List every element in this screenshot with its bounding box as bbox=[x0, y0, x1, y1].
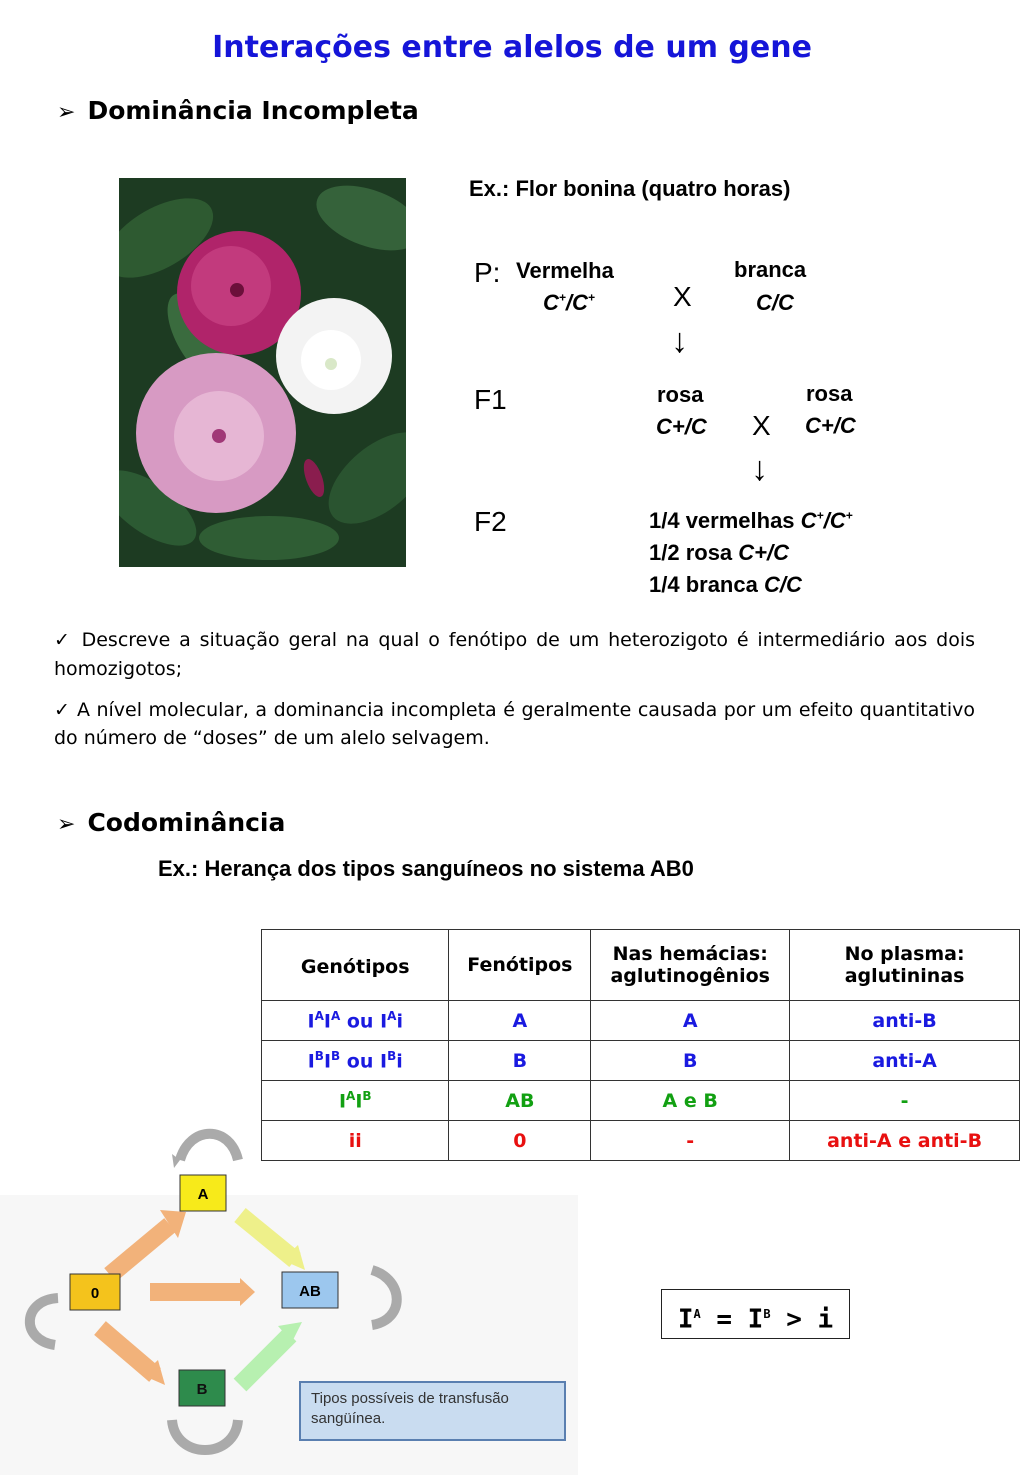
check-icon: ✓ bbox=[54, 629, 82, 651]
genotype-cell: ii bbox=[262, 1121, 449, 1161]
agglutinogen-cell: - bbox=[591, 1121, 790, 1161]
table-row bbox=[262, 1081, 1020, 1121]
bullet-paragraph-2: ✓ A nível molecular, a dominancia incompleta é geralmente causada por um efeito quantitativo do número de “doses” de um alelo selvagem. bbox=[54, 699, 975, 749]
svg-text:A: A bbox=[197, 1186, 209, 1203]
example-label-flower: Ex.: Flor bonina (quatro horas) bbox=[469, 176, 791, 201]
f2-result-1: 1/4 vermelhas C+/C+ bbox=[649, 508, 853, 533]
p-generation-label: P: bbox=[474, 257, 501, 288]
genotype-cell: $I^AI^B$ bbox=[262, 1081, 449, 1121]
diagram-legend: Tipos possíveis de transfusão sangüínea. bbox=[299, 1381, 566, 1441]
agglutinin-cell: anti-B bbox=[790, 1001, 1020, 1041]
f2-generation-label: F2 bbox=[474, 506, 507, 537]
genotype-cell: $I^AI^A$ ou $I^Ai$ bbox=[262, 1001, 449, 1041]
example-label-blood: Ex.: Herança dos tipos sanguíneos no sistema AB0 bbox=[158, 856, 694, 881]
agglutinin-cell: anti-A bbox=[790, 1041, 1020, 1081]
table-header: No plasma: aglutininas bbox=[790, 930, 1020, 1001]
arrow-bullet-icon: ➢ bbox=[57, 812, 76, 837]
f1b-phenotype: rosa bbox=[806, 381, 853, 406]
down-arrow-icon: ↓ bbox=[751, 450, 768, 488]
parent1-phenotype: Vermelha bbox=[516, 258, 614, 283]
f1-generation-label: F1 bbox=[474, 384, 507, 415]
check-icon: ✓ bbox=[54, 699, 77, 721]
cross-symbol-2: X bbox=[752, 410, 771, 441]
svg-text:AB: AB bbox=[299, 1283, 321, 1300]
phenotype-cell: AB bbox=[449, 1081, 591, 1121]
flower-photo bbox=[119, 178, 406, 567]
f1a-phenotype: rosa bbox=[657, 382, 704, 407]
f2-result-3: 1/4 branca C/C bbox=[649, 572, 802, 597]
table-header-row bbox=[262, 930, 1020, 1001]
phenotype-cell: B bbox=[449, 1041, 591, 1081]
table-header: Genótipos bbox=[262, 930, 449, 1001]
agglutinin-cell: - bbox=[790, 1081, 1020, 1121]
section-heading-codominance: ➢ Codominância bbox=[57, 808, 286, 837]
f1b-genotype: C+/C bbox=[805, 413, 856, 438]
arrow-bullet-icon: ➢ bbox=[57, 100, 76, 125]
table-row bbox=[262, 1001, 1020, 1041]
agglutinogen-cell: A e B bbox=[591, 1081, 790, 1121]
svg-text:B: B bbox=[196, 1381, 208, 1398]
agglutinogen-cell: A bbox=[591, 1001, 790, 1041]
genotype-cell: $I^BI^B$ ou $I^Bi$ bbox=[262, 1041, 449, 1081]
agglutinogen-cell: B bbox=[591, 1041, 790, 1081]
phenotype-cell: 0 bbox=[449, 1121, 591, 1161]
parent1-genotype: C+/C+ bbox=[543, 290, 595, 315]
parent2-genotype: C/C bbox=[756, 290, 794, 315]
section-heading-incomplete-dominance: ➢ Dominância Incompleta bbox=[57, 96, 419, 125]
phenotype-cell: A bbox=[449, 1001, 591, 1041]
self-loop-arrow-icon bbox=[180, 1134, 238, 1160]
bullet-paragraph-1: ✓ Descreve a situação geral na qual o fenótipo de um heterozigoto é intermediário aos dois homozigotos; bbox=[54, 629, 975, 680]
svg-text:0: 0 bbox=[90, 1285, 100, 1302]
cross-symbol-1: X bbox=[673, 281, 692, 312]
f2-result-2: 1/2 rosa C+/C bbox=[649, 540, 790, 565]
dominance-formula: $I^A = I^B > i$ bbox=[661, 1289, 850, 1339]
table-header: Fenótipos bbox=[449, 930, 591, 1001]
agglutinin-cell: anti-A e anti-B bbox=[790, 1121, 1020, 1161]
f1a-genotype: C+/C bbox=[656, 414, 707, 439]
table-row bbox=[262, 1041, 1020, 1081]
page-title: Interações entre alelos de um gene bbox=[212, 30, 812, 65]
parent2-phenotype: branca bbox=[734, 257, 807, 282]
table-header: Nas hemácias: aglutinogênios bbox=[591, 930, 790, 1001]
down-arrow-icon: ↓ bbox=[671, 322, 688, 360]
